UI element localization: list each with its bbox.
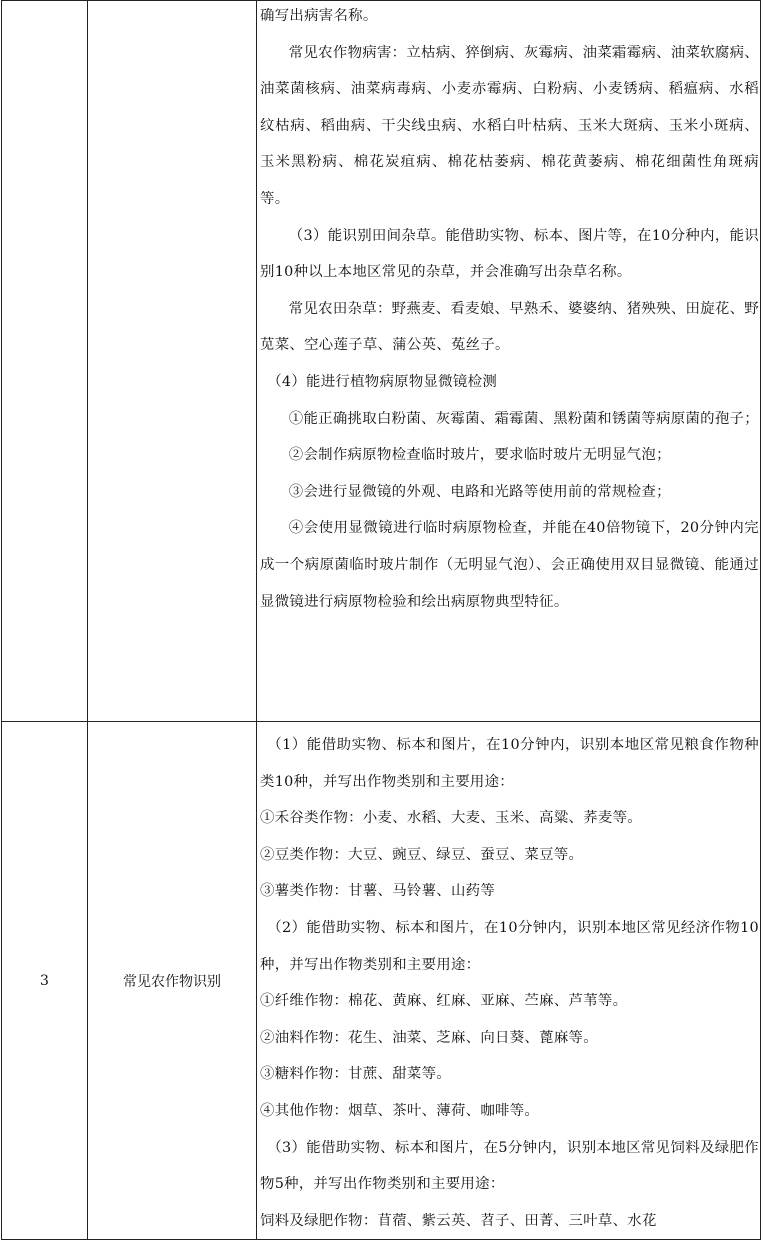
content-paragraph: ①纤维作物：棉花、黄麻、红麻、亚麻、苎麻、芦苇等。 [260,993,628,1010]
content-paragraph: ②会制作病原物检查临时玻片，要求临时玻片无明显气泡； [288,447,671,464]
content-paragraph: 确写出病害名称。 [260,8,378,24]
content-paragraph: （2）能借助实物、标本和图片，在10分钟内，识别本地区常见经济作物10种，并写出作物类别和主要用途： [260,919,759,973]
content-paragraph: 常见农作物病害：立枯病、猝倒病、灰霉病、油菜霜霉病、油菜软腐病、油菜菌核病、油菜病毒病、小麦赤霉病、白粉病、小麦锈病、稻瘟病、水稻纹枯病、稻曲病、干尖线虫病、水稻白叶枯病、玉米大斑病、玉米小斑病、玉米黑粉病、棉花炭疽病、棉花枯萎病、棉花黄萎病、棉花细菌性角斑病等。 [260,44,759,207]
table-row [2,722,761,1240]
content-paragraph: （4）能进行植物病原物显微镜检测 [267,373,498,390]
content-paragraph: ①能正确挑取白粉菌、灰霉菌、霜霉菌、黑粉菌和锈菌等病原菌的孢子； [288,410,759,427]
content-paragraph: ③会进行显微镜的外观、电路和光路等使用前的常规检查； [288,483,671,500]
row-content-cell [257,722,761,1240]
content-paragraph: ③薯类作物：甘薯、马铃薯、山药等 [260,883,496,900]
row-name-cell [88,1,257,722]
content-paragraph: ④会使用显微镜进行临时病原物检查，并能在40倍物镜下，20分钟内完成一个病原菌临时玻片制作（无明显气泡）、会正确使用双目显微镜、能通过显微镜进行病原物检验和绘出病原物典型特征。 [260,520,759,610]
content-paragraph: 常见农田杂草：野燕麦、看麦娘、早熟禾、婆婆纳、猪殃殃、田旋花、野苋菜、空心莲子草、蒲公英、菟丝子。 [260,300,759,354]
table-row [2,1,761,722]
row-name-cell: 常见农作物识别 [88,722,257,1240]
row-content-cell [257,1,761,722]
document-table [1,0,761,1240]
content-paragraph: ②豆类作物：大豆、豌豆、绿豆、蚕豆、菜豆等。 [260,846,584,863]
content-paragraph: ③糖料作物：甘蔗、甜菜等。 [260,1066,451,1083]
content-paragraph: ④其他作物：烟草、茶叶、薄荷、咖啡等。 [260,1102,540,1119]
content-paragraph: （3）能借助实物、标本和图片，在5分钟内，识别本地区常见饲料及绿肥作物5种，并写出作物类别和主要用途： [260,1139,759,1193]
content-paragraph: ②油料作物：花生、油菜、芝麻、向日葵、蓖麻等。 [260,1029,598,1046]
row-number-cell: 3 [2,722,88,1240]
content-paragraph: ①禾谷类作物：小麦、水稻、大麦、玉米、高粱、荞麦等。 [260,810,642,827]
content-paragraph: 饲料及绿肥作物：苜蓿、紫云英、苕子、田菁、三叶草、水花 [260,1212,657,1229]
row-number-cell [2,1,88,722]
content-paragraph: （1）能借助实物、标本和图片，在10分钟内，识别本地区常见粮食作物种类10种，并写出作物类别和主要用途： [260,737,759,790]
content-paragraph: （3）能识别田间杂草。能借助实物、标本、图片等，在10分种内，能识别10种以上本地区常见的杂草，并会准确写出杂草名称。 [260,227,759,281]
